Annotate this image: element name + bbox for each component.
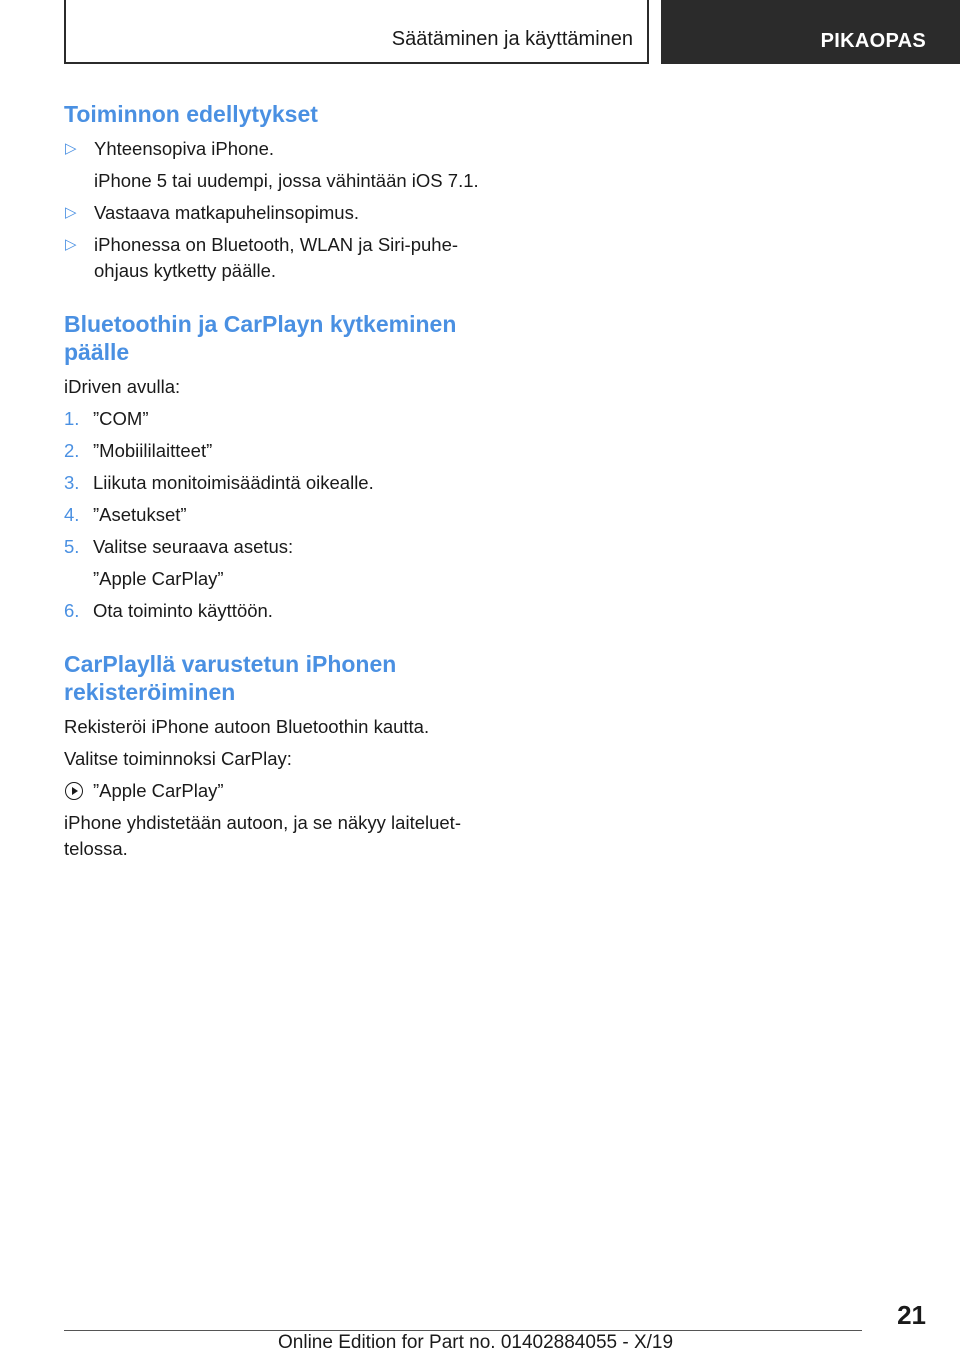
step-item: [64, 406, 484, 432]
footer-edition: Online Edition for Part no. 01402884055 - X/19: [278, 1332, 674, 1353]
step-item: [64, 470, 484, 496]
step-subtext: ”Apple CarPlay”: [93, 568, 224, 589]
chapter-title: PIKAOPAS: [820, 30, 926, 52]
step-item: [64, 598, 484, 624]
step-text: Ota toiminto käyttöön.: [93, 600, 273, 621]
triangle-right-outline-icon: ▷: [65, 236, 77, 253]
step-number: 4.: [64, 504, 80, 525]
step-number: 5.: [64, 536, 80, 557]
step-text: Valitse seuraava asetus:: [93, 536, 294, 557]
bullet-item: [64, 136, 484, 194]
section-heading: Bluetoothin ja CarPlayn kytkeminen päälle: [64, 311, 457, 365]
bullet-subtext: iPhone 5 tai uudempi, jossa vähintään iOS 7.1.: [94, 170, 479, 191]
menu-item-text: ”Apple CarPlay”: [93, 780, 224, 801]
step-number: 3.: [64, 472, 80, 493]
bullet-text: Vastaava matkapuhelinsopimus.: [94, 202, 359, 223]
bullet-item: [64, 232, 484, 284]
step-text: Liikuta monitoimisäädintä oikealle.: [93, 472, 374, 493]
paragraph: iPhone yhdistetään autoon, ja se näkyy laiteluettelossa.: [64, 812, 461, 859]
triangle-right-outline-icon: ▷: [65, 140, 77, 157]
step-number: 1.: [64, 408, 80, 429]
paragraph: Valitse toiminnoksi CarPlay:: [64, 748, 292, 769]
step-item: [64, 438, 484, 464]
section-heading: CarPlayllä varustetun iPhonen rekisteröiminen: [64, 651, 397, 705]
page-content: [64, 100, 484, 868]
running-header-chapter: [661, 0, 960, 64]
menu-path: [64, 778, 484, 804]
paragraph: Rekisteröi iPhone autoon Bluetoothin kautta.: [64, 716, 430, 737]
section-intro: iDriven avulla:: [64, 376, 181, 397]
step-number: 2.: [64, 440, 80, 461]
bullet-text: Yhteensopiva iPhone.: [94, 138, 274, 159]
page-number: 21: [897, 1300, 926, 1330]
step-text: ”Asetukset”: [93, 504, 187, 525]
step-item: [64, 502, 484, 528]
bullet-item: [64, 200, 484, 226]
step-text: ”Mobiililaitteet”: [93, 440, 213, 461]
step-number: 6.: [64, 600, 80, 621]
step-text: ”COM”: [93, 408, 149, 429]
section-heading: Toiminnon edellytykset: [64, 101, 318, 127]
bullet-text: iPhonessa on Bluetooth, WLAN ja Siri-puheohjaus kytketty päälle.: [94, 234, 459, 281]
play-circle-icon: [65, 782, 83, 800]
step-item: [64, 534, 484, 592]
running-header-section: [64, 0, 649, 64]
footer-divider: [64, 1330, 862, 1331]
section-title: Säätäminen ja käyttäminen: [391, 28, 633, 50]
triangle-right-outline-icon: ▷: [65, 204, 77, 221]
